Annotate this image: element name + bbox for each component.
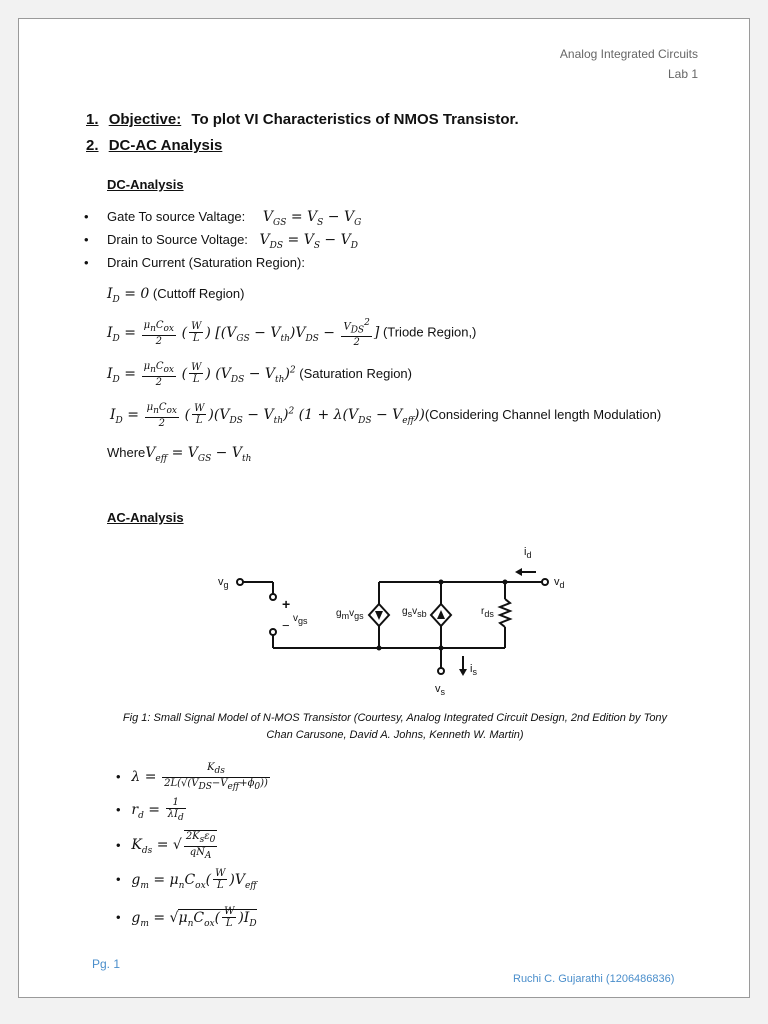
formula-lambda: • λ = $\frac{K_{ds}}{2L(√(V_{DS}-V_{eff}+\phi_0))}$: [116, 762, 268, 792]
eq-triode: $I_D$ = $\frac{\mu_nC_{ox}}{2}$ ( $\frac{W}{L}$ ) [$(V_{GS} - V_{th})V_{DS}$ − $\frac{V_{DS}^2}{2}$ ] (Triode Region,): [107, 318, 477, 349]
ac-analysis-heading: AC-Analysis: [107, 510, 184, 525]
formula-rd: • $r_d$ = $\frac{1}{\lambda I_d}$: [116, 797, 184, 823]
where-label: Where: [107, 445, 146, 460]
caption-line-1: Fig 1: Small Signal Model of N-MOS Transistor (Courtesy, Analog Integrated Circuit Design, 2nd Edition by Tony: [122, 712, 668, 724]
triode-note: (Triode Region,): [382, 324, 477, 340]
section-number: 2.: [86, 137, 99, 154]
label-vgs: $v_{gs}$: [293, 613, 308, 626]
label-rds: $r_{ds}$: [481, 606, 494, 619]
label-plus: +: [282, 596, 291, 612]
dc-ac-label: DC-AC Analysis: [108, 137, 223, 154]
eq-vgs: $V_{GS} = V_S - V_G$: [262, 209, 362, 228]
saturation-note: (Saturation Region): [299, 365, 412, 381]
eq-vds: $V_{DS} = V_S - V_D$: [259, 232, 358, 251]
label-vg: $v_g$: [218, 576, 229, 591]
author-footer: Ruchi C. Gujarathi (1206486836): [513, 973, 675, 985]
bullet-text: Drain to Source Voltage:: [107, 232, 248, 247]
formula-gm-id: • $g_m = √\mu_nC_{ox}$( $\frac{W}{L}$ )$I_D$: [116, 906, 257, 929]
formula-gm-veff: • $g_m = \mu_nC_{ox}$( $\frac{W}{L}$ )$V_{eff}$: [116, 868, 257, 891]
objective-label: Objective:: [108, 111, 182, 128]
bullet-text: Gate To source Valtage:: [107, 209, 246, 224]
header-lab: Lab 1: [667, 67, 698, 81]
small-signal-circuit: [205, 545, 575, 700]
section-dc-ac: [86, 137, 228, 154]
objective-text: To plot VI Characteristics of NMOS Transistor.: [191, 111, 519, 128]
bullet-vgs: • Gate To source Valtage: $V_{GS} = V_S - V_G$: [84, 209, 362, 228]
figure-caption: [100, 710, 690, 744]
section-objective: [86, 111, 519, 128]
cutoff-note: (Cuttoff Region): [152, 286, 245, 301]
eq-cutoff: $I_D = 0$ (Cuttoff Region): [107, 286, 245, 305]
label-id: $i_d$: [524, 546, 532, 561]
page-number: Pg. 1: [92, 957, 121, 971]
label-is: $i_s$: [470, 663, 477, 678]
bullet-id: • Drain Current (Saturation Region):: [84, 255, 305, 270]
label-gs-vsb: $g_sv_{sb}$: [402, 606, 427, 619]
eq-saturation: $I_D$ = $\frac{\mu_nC_{ox}}{2}$ ( $\frac{W}{L}$ ) $(V_{DS} - V_{th})^2$ (Saturation Region): [107, 361, 412, 388]
clm-note: (Considering Channel length Modulation): [424, 406, 662, 422]
eq-veff: WhereV$_{eff}$ = $V_{GS} - V_{th}$: [107, 445, 252, 464]
header-course: Analog Integrated Circuits: [559, 47, 698, 61]
label-vd: $v_d$: [554, 576, 565, 591]
bullet-vds: • Drain to Source Voltage: $V_{DS} = V_S - V_D$: [84, 232, 358, 251]
caption-line-2: Chan Carusone, David A. Johns, Kenneth W. Martin): [266, 729, 524, 741]
label-minus: −: [282, 618, 290, 633]
formula-kds: • $K_{ds}$ = √ $\frac{2K_s\varepsilon_0}{qN_A}$: [116, 831, 216, 861]
label-gm-vgs: $g_mv_{gs}$: [336, 608, 364, 621]
eq-clm: $I_D$ = $\frac{\mu_nC_{ox}}{2}$ ( $\frac{W}{L}$ )$(V_{DS} - V_{th})^2$ ($1 + \lambda(V_{DS}$ − $V_{eff}))(Considering$ Channel length Modulation): [110, 402, 662, 429]
section-number: 1.: [86, 111, 99, 128]
bullet-text: Drain Current (Saturation Region):: [107, 255, 305, 270]
label-vs: $v_s$: [435, 683, 445, 698]
dc-analysis-heading: DC-Analysis: [107, 177, 184, 192]
